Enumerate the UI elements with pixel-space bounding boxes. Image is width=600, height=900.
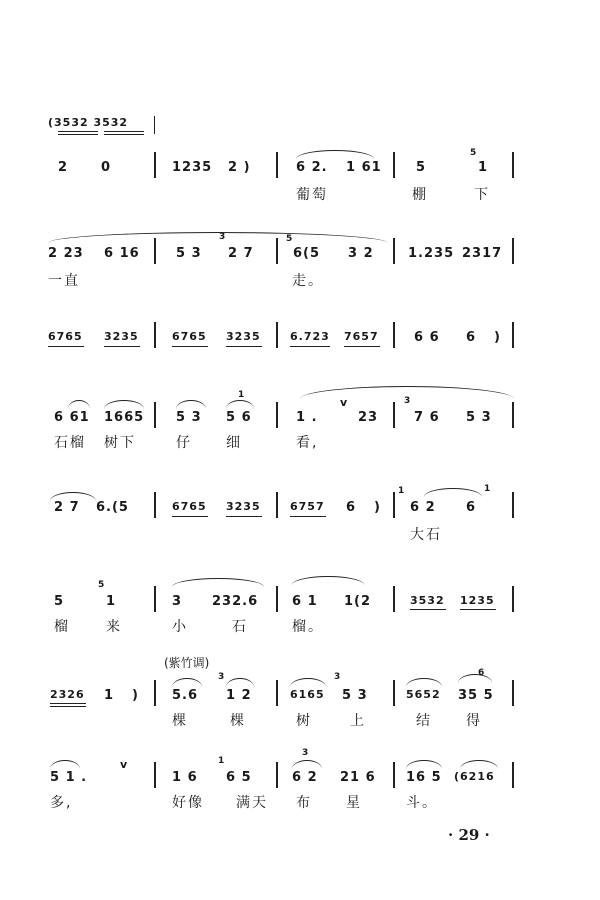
barline bbox=[393, 762, 395, 788]
row8-lyric-0: 多, bbox=[50, 795, 73, 811]
row1-note-2: 1235 bbox=[172, 160, 213, 175]
underline bbox=[50, 703, 86, 704]
row2-note-3: 2 7 bbox=[228, 246, 254, 261]
row2-grace-0: 3 bbox=[219, 232, 227, 242]
row6-note-0: 5 bbox=[54, 594, 65, 609]
row4-breath: v bbox=[340, 396, 349, 409]
row1-note-7: 1 bbox=[478, 160, 489, 175]
row5-note-8: 6 bbox=[466, 500, 477, 515]
barline bbox=[393, 586, 395, 612]
barline bbox=[512, 238, 514, 264]
row5-note-2: 6765 bbox=[172, 500, 207, 513]
row6-note-7: 1235 bbox=[460, 594, 495, 607]
row4-lyric-2: 仔 bbox=[176, 435, 192, 451]
row4-note-1: 1665 bbox=[104, 410, 145, 425]
row7-note-1: 1 bbox=[104, 688, 115, 703]
barline bbox=[276, 680, 278, 706]
row8-lyric-5: 斗。 bbox=[406, 795, 438, 811]
row1-lyric-2: 下 bbox=[474, 187, 490, 203]
barline bbox=[393, 680, 395, 706]
row2-note-1: 6 16 bbox=[104, 246, 140, 261]
row6-note-4: 6 1 bbox=[292, 594, 318, 609]
barline bbox=[512, 680, 514, 706]
row8-note-7: (6216 bbox=[454, 770, 495, 783]
row8-lyric-1: 好像 bbox=[172, 795, 204, 811]
barline bbox=[512, 152, 514, 178]
row7-grace-0: 3 bbox=[218, 672, 226, 682]
underline bbox=[290, 516, 326, 517]
slur bbox=[424, 488, 482, 497]
slur bbox=[172, 578, 264, 587]
underline bbox=[226, 346, 262, 347]
barline bbox=[393, 402, 395, 428]
slur bbox=[290, 678, 326, 687]
barline bbox=[154, 322, 156, 348]
row1-lyric-0: 葡萄 bbox=[296, 187, 328, 203]
row8-note-6: 16 5 bbox=[406, 770, 442, 785]
row6-lyric-4: 榴。 bbox=[292, 619, 324, 635]
row7-note-5: 6165 bbox=[290, 688, 325, 701]
row3-note-7: 6 bbox=[466, 330, 477, 345]
row4-note-2: 5 3 bbox=[176, 410, 202, 425]
row7-note-8: 35 5 bbox=[458, 688, 494, 703]
row3-note-6: 6 6 bbox=[414, 330, 440, 345]
row4-note-3: 5 6 bbox=[226, 410, 252, 425]
row7-lyric-4: 结 bbox=[416, 713, 432, 729]
underline bbox=[58, 134, 98, 135]
barline bbox=[154, 152, 156, 178]
row7-lyric-0: 棵 bbox=[172, 713, 188, 729]
underline bbox=[48, 346, 84, 347]
barline bbox=[512, 492, 514, 518]
barline bbox=[276, 152, 278, 178]
slur bbox=[406, 678, 442, 687]
barline bbox=[393, 322, 395, 348]
row4-note-4: 1 . bbox=[296, 410, 318, 425]
row1-lyric-1: 棚 bbox=[412, 187, 428, 203]
row6-lyric-0: 榴 bbox=[54, 619, 70, 635]
row8-note-4: 6 2 bbox=[292, 770, 318, 785]
barline bbox=[512, 402, 514, 428]
row5-grace-0: 1 bbox=[398, 486, 406, 496]
row7-note-4: 1 2 bbox=[226, 688, 252, 703]
row1-note-5: 1 61 bbox=[346, 160, 382, 175]
row4-lyric-1: 树下 bbox=[104, 435, 136, 451]
underline bbox=[226, 516, 262, 517]
row3-note-8: ) bbox=[494, 330, 501, 345]
row4-note-0: 6 61 bbox=[54, 410, 90, 425]
row4-lyric-3: 细 bbox=[226, 435, 242, 451]
row5-grace-1: 1 bbox=[484, 484, 492, 494]
row2-note-6: 1.235 bbox=[408, 246, 455, 261]
row5-note-4: 6757 bbox=[290, 500, 325, 513]
row2-note-2: 5 3 bbox=[176, 246, 202, 261]
row5-lyric-0: 大石 bbox=[410, 527, 442, 543]
row8-breath: v bbox=[120, 758, 129, 771]
barline bbox=[154, 402, 156, 428]
row7-note-7: 5652 bbox=[406, 688, 441, 701]
row2-note-5: 3 2 bbox=[348, 246, 374, 261]
row1-note-3: 2 ) bbox=[228, 160, 251, 175]
row6-grace-0: 5 bbox=[98, 580, 106, 590]
row4-lyric-0: 石榴 bbox=[54, 435, 86, 451]
row5-note-3: 3235 bbox=[226, 500, 261, 513]
row1-note-4: 6 2. bbox=[296, 160, 328, 175]
row1-note-1: 0 bbox=[101, 160, 112, 175]
barline bbox=[154, 586, 156, 612]
row3-note-2: 6765 bbox=[172, 330, 207, 343]
row2-grace-1: 5 bbox=[286, 234, 294, 244]
row3-note-1: 3235 bbox=[104, 330, 139, 343]
row3-note-3: 3235 bbox=[226, 330, 261, 343]
row8-grace-1: 3 bbox=[302, 748, 310, 758]
underline bbox=[50, 706, 86, 707]
row3-note-0: 6765 bbox=[48, 330, 83, 343]
row5-note-5: 6 bbox=[346, 500, 357, 515]
row7-lyric-5: 得 bbox=[466, 713, 482, 729]
row6-lyric-3: 石 bbox=[232, 619, 248, 635]
row6-note-6: 3532 bbox=[410, 594, 445, 607]
row2-lyric-1: 走。 bbox=[292, 273, 324, 289]
row6-note-5: 1(2 bbox=[344, 594, 372, 609]
slur bbox=[172, 678, 202, 687]
row8-note-3: 6 5 bbox=[226, 770, 252, 785]
barline bbox=[276, 322, 278, 348]
underline bbox=[104, 346, 140, 347]
row2-note-0: 2 23 bbox=[48, 246, 84, 261]
row3-note-4: 6.723 bbox=[290, 330, 330, 343]
row8-lyric-3: 布 bbox=[296, 795, 312, 811]
slur bbox=[458, 674, 492, 683]
underline bbox=[172, 516, 208, 517]
row8-grace-0: 1 bbox=[218, 756, 226, 766]
row7-note-2: ) bbox=[132, 688, 139, 703]
barline bbox=[393, 492, 395, 518]
row4-lyric-4: 看, bbox=[296, 435, 319, 451]
row2-lyric-0: 一直 bbox=[48, 273, 80, 289]
row7-grace-2: 6 bbox=[478, 668, 486, 678]
row5-note-7: 6 2 bbox=[410, 500, 436, 515]
row4-grace-0: 1 bbox=[238, 390, 246, 400]
row0-note-0: (3532 3532 bbox=[48, 116, 129, 129]
barline bbox=[276, 492, 278, 518]
row6-note-1: 1 bbox=[106, 594, 117, 609]
barline bbox=[276, 762, 278, 788]
row1-note-0: 2 bbox=[58, 160, 69, 175]
underline bbox=[344, 346, 380, 347]
row2-note-7: 2317 bbox=[462, 246, 503, 261]
slur bbox=[226, 678, 254, 687]
slur bbox=[292, 760, 322, 769]
row2-note-4: 6(5 bbox=[293, 246, 321, 261]
row7-note-3: 5.6 bbox=[172, 688, 199, 703]
row4-note-8: 5 3 bbox=[466, 410, 492, 425]
row5-note-1: 6.(5 bbox=[96, 500, 129, 515]
row4-note-6: 23 bbox=[358, 410, 379, 425]
row7-lyric-1: 棵 bbox=[230, 713, 246, 729]
slur bbox=[296, 150, 374, 159]
barline bbox=[512, 762, 514, 788]
slur bbox=[68, 400, 90, 409]
underline bbox=[172, 346, 208, 347]
row6-note-2: 3 bbox=[172, 594, 183, 609]
underline bbox=[104, 134, 144, 135]
row7-grace-1: 3 bbox=[334, 672, 342, 682]
row1-note-6: 5 bbox=[416, 160, 427, 175]
barline bbox=[393, 152, 395, 178]
underline bbox=[58, 131, 98, 132]
barline bbox=[154, 762, 156, 788]
row5-note-0: 2 7 bbox=[54, 500, 80, 515]
slur bbox=[50, 492, 96, 501]
underline bbox=[104, 131, 144, 132]
row3-note-5: 7657 bbox=[344, 330, 379, 343]
row4-grace-1: 3 bbox=[404, 396, 412, 406]
row8-note-2: 1 6 bbox=[172, 770, 198, 785]
row7-note-0: 2326 bbox=[50, 688, 85, 701]
slur bbox=[50, 760, 80, 769]
row8-lyric-2: 满天 bbox=[236, 795, 268, 811]
barline bbox=[512, 322, 514, 348]
row8-note-5: 21 6 bbox=[340, 770, 376, 785]
barline bbox=[154, 116, 155, 134]
barline bbox=[154, 238, 156, 264]
underline bbox=[290, 346, 330, 347]
slur bbox=[176, 400, 206, 409]
barline bbox=[276, 586, 278, 612]
barline bbox=[154, 680, 156, 706]
underline bbox=[460, 609, 496, 610]
row1-grace-0: 5 bbox=[470, 148, 478, 158]
barline bbox=[154, 492, 156, 518]
slur bbox=[48, 232, 388, 243]
row7-note-6: 5 3 bbox=[342, 688, 368, 703]
slur bbox=[104, 400, 144, 409]
slur bbox=[226, 400, 254, 409]
barline bbox=[512, 586, 514, 612]
row7-lyric-2: 树 bbox=[296, 713, 312, 729]
barline bbox=[393, 238, 395, 264]
slur bbox=[292, 576, 364, 585]
row6-lyric-2: 小 bbox=[172, 619, 188, 635]
tune-annotation: (紫竹调) bbox=[164, 656, 210, 670]
barline bbox=[276, 238, 278, 264]
row4-note-7: 7 6 bbox=[414, 410, 440, 425]
page-number: · 29 · bbox=[448, 826, 490, 844]
slur bbox=[406, 760, 442, 769]
row8-note-0: 5 1 . bbox=[50, 770, 88, 785]
underline bbox=[410, 609, 446, 610]
slur bbox=[460, 760, 498, 769]
barline bbox=[276, 402, 278, 428]
row6-note-3: 232.6 bbox=[212, 594, 259, 609]
row8-lyric-4: 星 bbox=[346, 795, 362, 811]
row6-lyric-1: 来 bbox=[106, 619, 122, 635]
row7-lyric-3: 上 bbox=[350, 713, 366, 729]
row5-note-6: ) bbox=[374, 500, 381, 515]
